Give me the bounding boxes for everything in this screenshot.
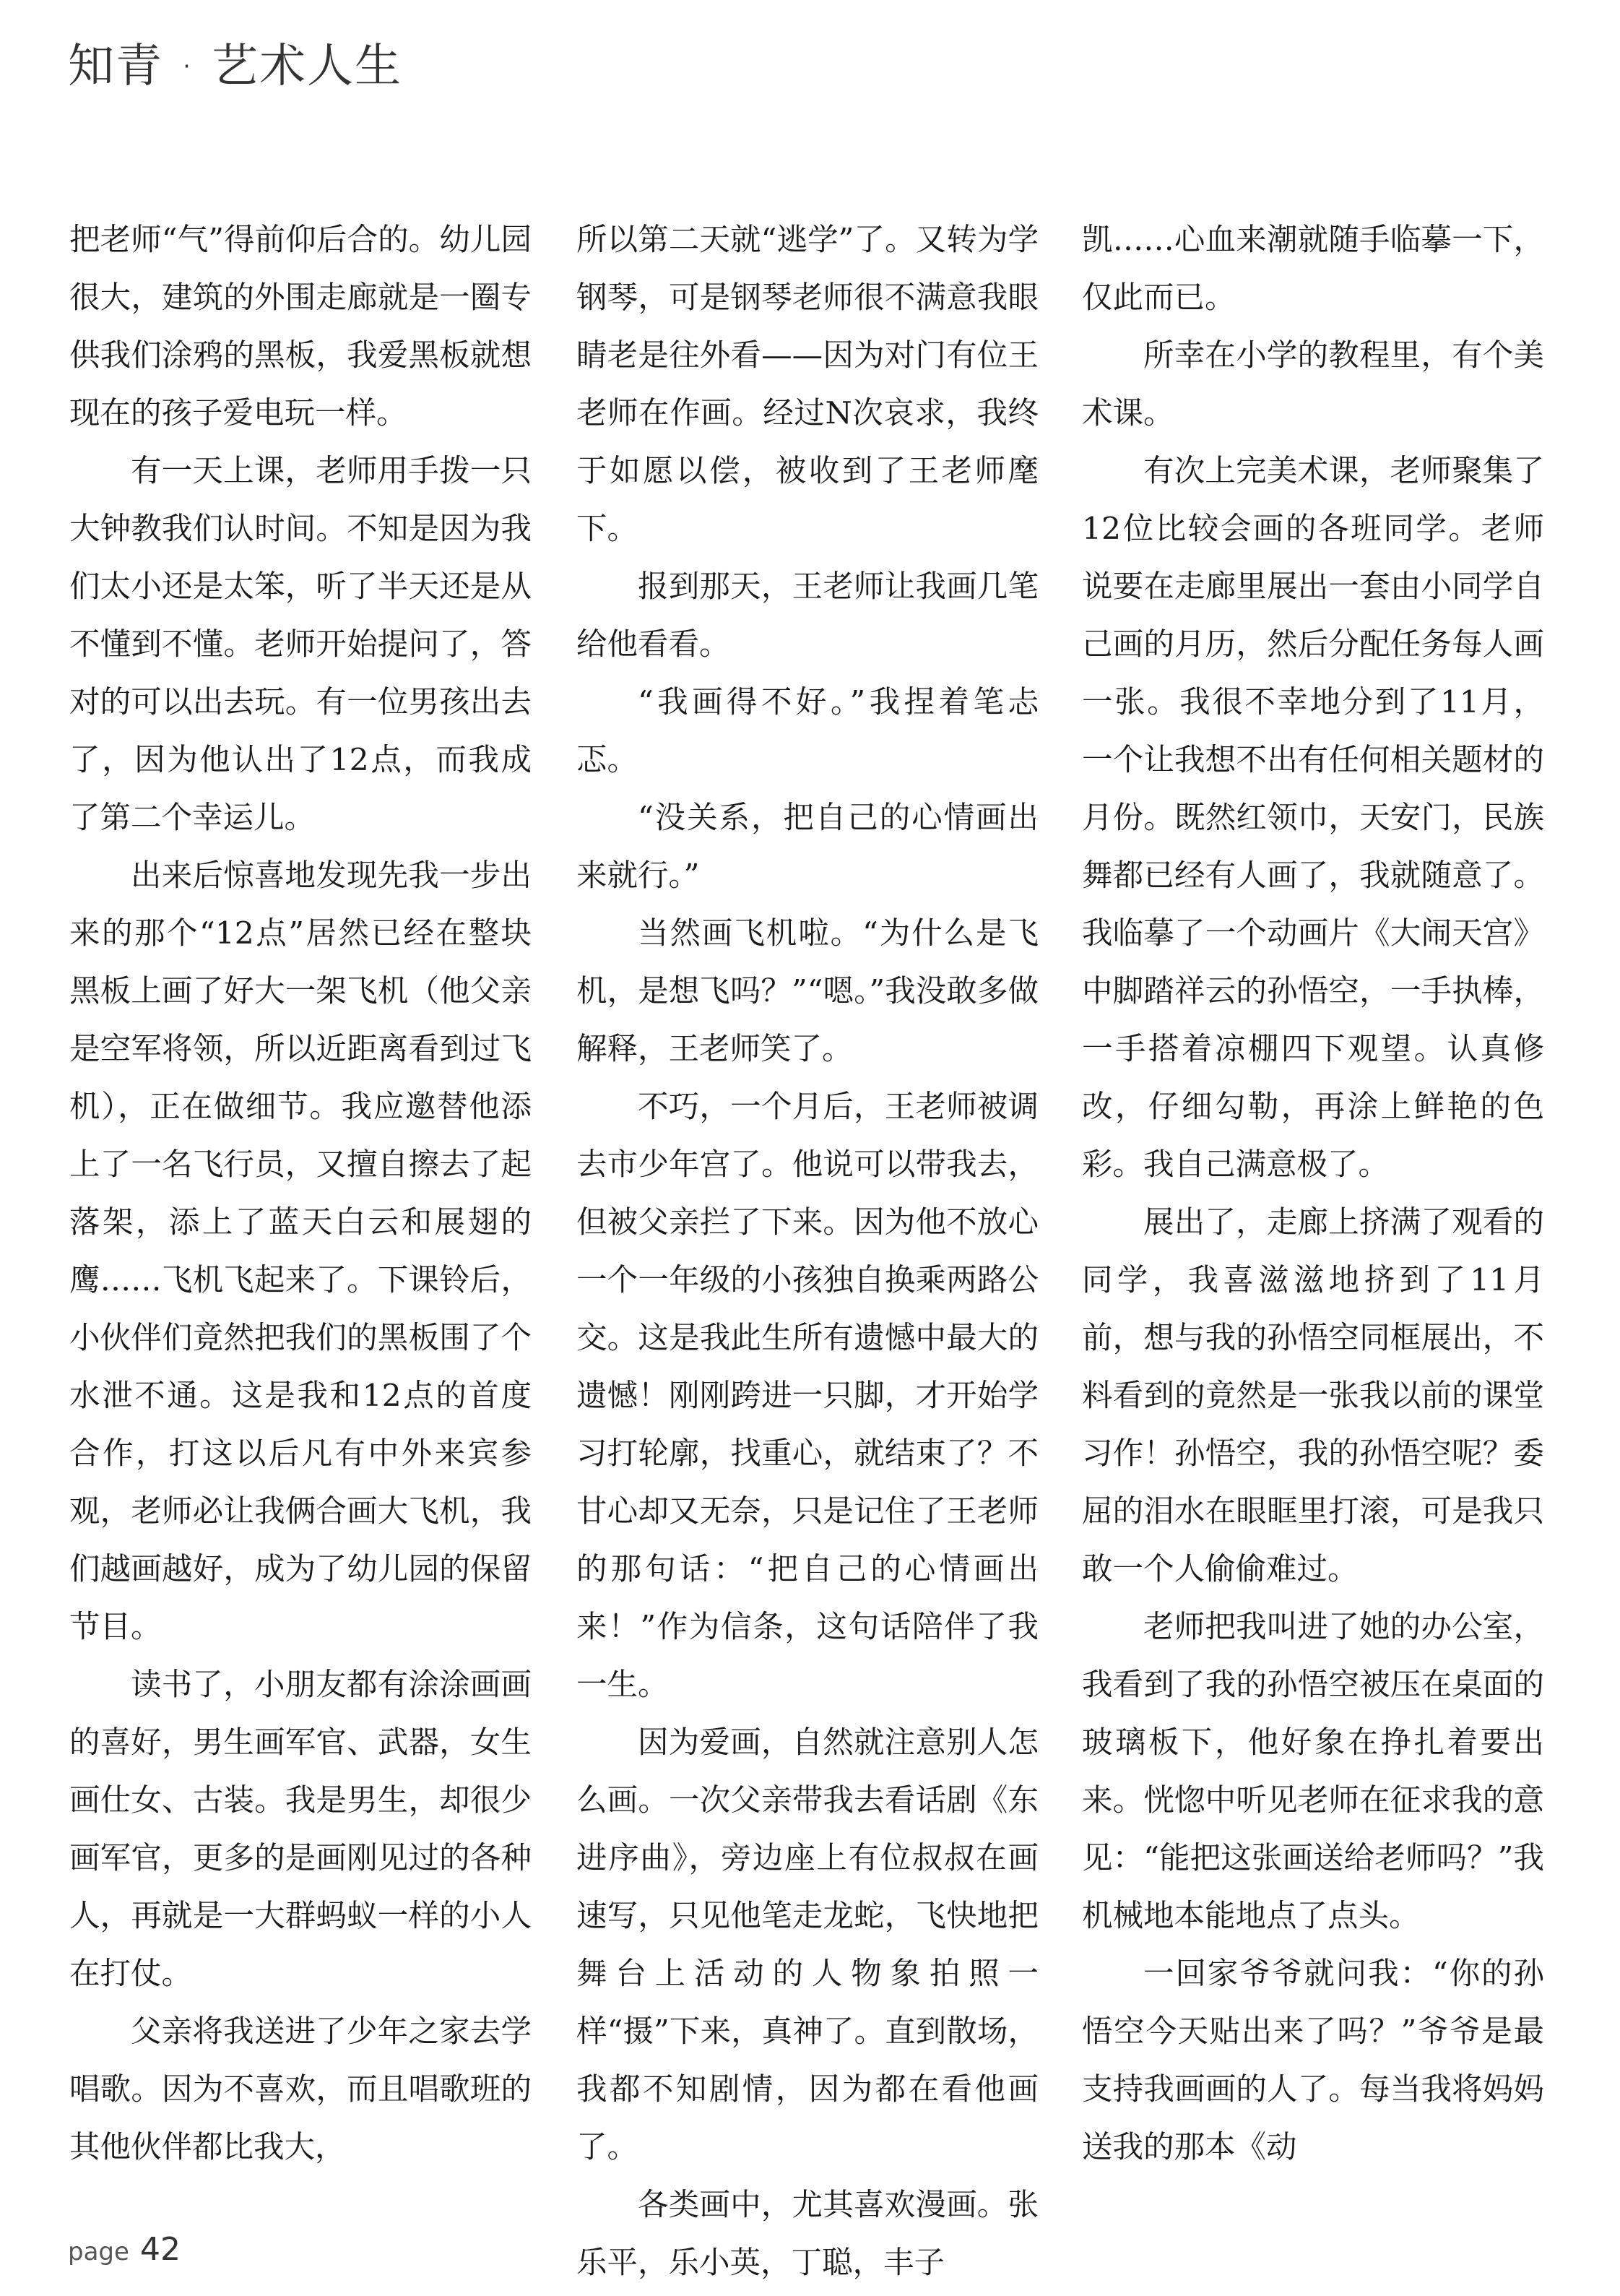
paragraph: 出来后惊喜地发现先我一步出来的那个“12点”居然已经在整块黑板上画了好大一架飞机（他父亲是空军将领，所以近距离看到过飞机），正在做细节。我应邀替他添上了一名飞行员，又擅自擦去了起落架，添上了蓝天白云和展翅的鹰……飞机飞起来了。下课铃后，小伙伴们竟然把我们的黑板围了个水泄不通。这是我和12点的首度合作，打这以后凡有中外来宾参观，老师必让我俩合画大飞机，我们越画越好，成为了幼儿园的保留节目。 <box>69 858 532 1645</box>
paragraph: 所幸在小学的教程里，有个美术课。 <box>1082 338 1544 431</box>
paragraph: 不巧，一个月后，王老师被调去市少年宫了。他说可以带我去，但被父亲拦了下来。因为他不放心一个一年级的小孩独自换乘两路公交。这是我此生所有遗憾中最大的遗憾！刚刚跨进一只脚，才开始学习打轮廓，找重心，就结束了？不甘心却又无奈，只是记住了王老师的那句话：“把自己的心情画出来！”作为信条，这句话陪伴了我一生。 <box>576 1089 1039 1703</box>
section-header: 知青 · 艺术人生 <box>68 40 403 93</box>
paragraph: 老师把我叫进了她的办公室，我看到了我的孙悟空被压在桌面的玻璃板下，他好象在挣扎着要出来。恍惚中听见老师在征求我的意见：“能把这张画送给老师吗？”我机械地本能地点了点头。 <box>1082 1610 1544 1934</box>
paragraph: 一回家爷爷就问我：“你的孙悟空今天贴出来了吗？”爷爷是最支持我画画的人了。每当我将妈妈送我的那本《动 <box>1082 1956 1544 2165</box>
text-column-1 <box>69 212 532 2177</box>
paragraph: 各类画中，尤其喜欢漫画。张乐平，乐小英，丁聪，丰子 <box>576 2188 1039 2281</box>
paragraph: 所以第二天就“逃学”了。又转为学钢琴，可是钢琴老师很不满意我眼睛老是往外看——因为对门有位王老师在作画。经过N次哀求，我终于如愿以偿，被收到了王老师麾下。 <box>576 223 1039 547</box>
paragraph: 报到那天，王老师让我画几笔给他看看。 <box>576 569 1039 663</box>
paragraph: “我画得不好。”我捏着笔忐忑。 <box>576 685 1039 778</box>
paragraph: 展出了，走廊上挤满了观看的同学，我喜滋滋地挤到了11月前，想与我的孙悟空同框展出，不料看到的竟然是一张我以前的课堂习作！孙悟空，我的孙悟空呢？委屈的泪水在眼眶里打滚，可是我只敢一个人偷偷难过。 <box>1082 1205 1544 1587</box>
paragraph: 凯……心血来潮就随手临摹一下，仅此而已。 <box>1082 223 1544 316</box>
paragraph: 有次上完美术课，老师聚集了12位比较会画的各班同学。老师说要在走廊里展出一套由小同学自己画的月历，然后分配任务每人画一张。我很不幸地分到了11月，一个让我想不出有任何相关题材的月份。既然红领巾，天安门，民族舞都已经有人画了，我就随意了。我临摹了一个动画片《大闹天宫》中脚踏祥云的孙悟空，一手执棒，一手搭着凉棚四下观望。认真修改，仔细勾勒，再涂上鲜艳的色彩。我自己满意极了。 <box>1082 454 1544 1183</box>
paragraph: “没关系，把自己的心情画出来就行。” <box>576 800 1039 894</box>
paragraph: 读书了，小朋友都有涂涂画画的喜好，男生画军官、武器，女生画仕女、古装。我是男生，却很少画军官，更多的是画刚见过的各种人，再就是一大群蚂蚁一样的小人在打仗。 <box>69 1667 532 1992</box>
text-column-2 <box>576 212 1039 2292</box>
page-label: page <box>68 2237 129 2266</box>
paragraph: 因为爱画，自然就注意别人怎么画。一次父亲带我去看话剧《东进序曲》，旁边座上有位叔叔在画速写，只见他笔走龙蛇，飞快地把舞台上活动的人物象拍照一样“摄”下来，真神了。直到散场，我都不知剧情，因为都在看他画了。 <box>576 1725 1039 2165</box>
paragraph: 父亲将我送进了少年之家去学唱歌。因为不喜欢，而且唱歌班的其他伙伴都比我大， <box>69 2014 532 2165</box>
paragraph: 把老师“气”得前仰后合的。幼儿园很大，建筑的外围走廊就是一圈专供我们涂鸦的黑板，我爱黑板就想现在的孩子爱电玩一样。 <box>69 223 532 431</box>
text-column-3 <box>1082 212 1544 2177</box>
page-number: 42 <box>140 2231 181 2268</box>
paragraph: 有一天上课，老师用手拨一只大钟教我们认时间。不知是因为我们太小还是太笨，听了半天还是从不懂到不懂。老师开始提问了，答对的可以出去玩。有一位男孩出去了，因为他认出了12点，而我成了第二个幸运儿。 <box>69 454 532 836</box>
page-footer <box>68 2231 181 2268</box>
paragraph: 当然画飞机啦。“为什么是飞机，是想飞吗？”“嗯。”我没敢多做解释，王老师笑了。 <box>576 916 1039 1067</box>
